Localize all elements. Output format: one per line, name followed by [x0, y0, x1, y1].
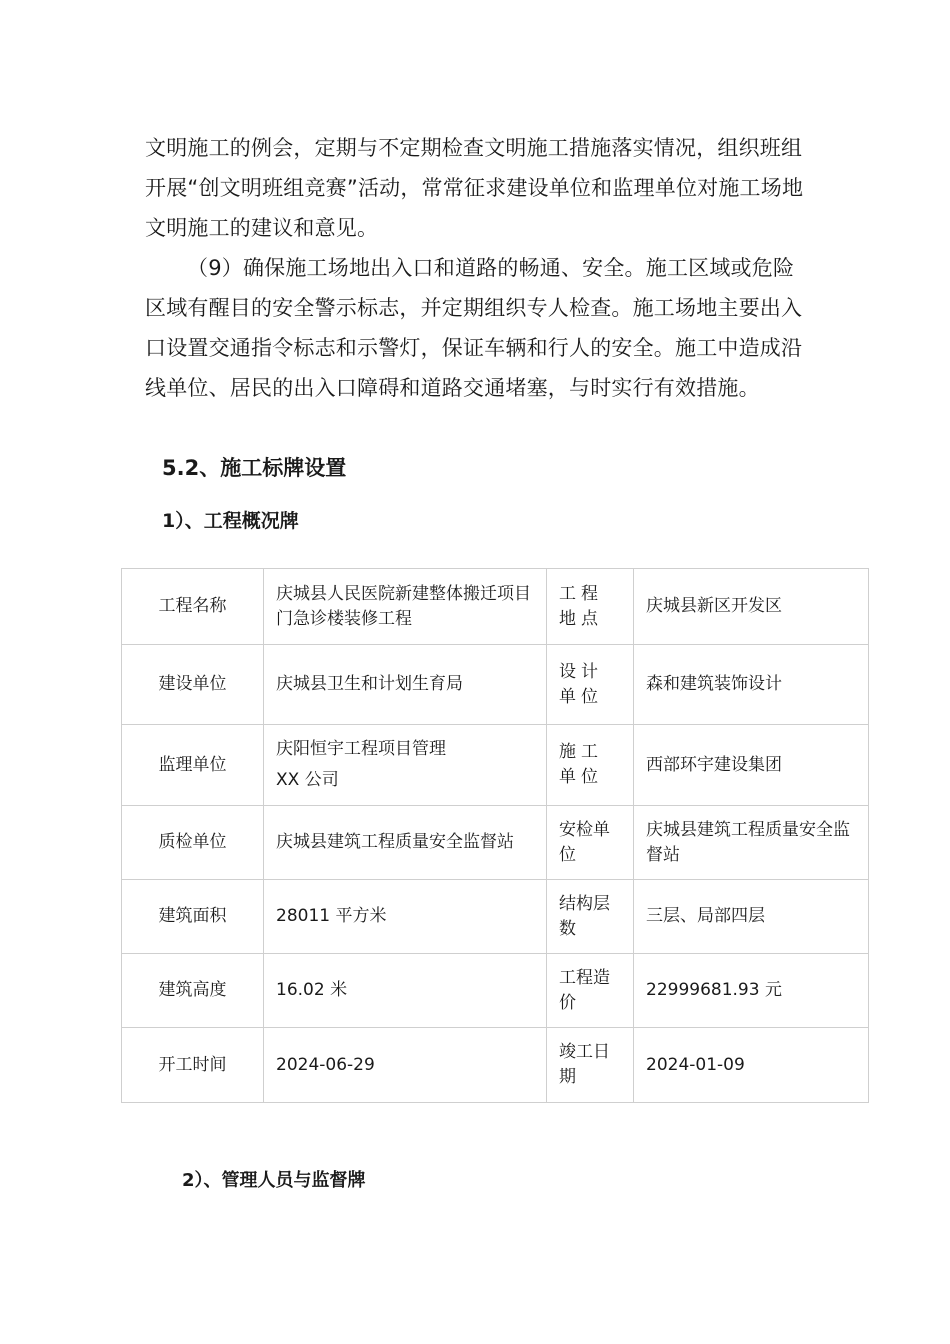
label-designer: 设计单位 [547, 645, 634, 725]
section-heading: 5.2、施工标牌设置 [162, 456, 347, 480]
label-structure-floors: 结构层数 [547, 880, 634, 954]
subheading-project-overview: 1）、工程概况牌 [162, 510, 299, 532]
value-structure-floors: 三层、局部四层 [634, 880, 869, 954]
label-quality-unit: 质检单位 [122, 806, 264, 880]
value-start-date: 2024-06-29 [264, 1028, 547, 1103]
label-project-cost: 工程造价 [547, 954, 634, 1028]
value-completion-date: 2024-01-09 [634, 1028, 869, 1103]
value-supervisor-line2: XX 公司 [276, 770, 339, 790]
label-start-date: 开工时间 [122, 1028, 264, 1103]
value-owner: 庆城县卫生和计划生育局 [264, 645, 547, 725]
label-completion-date: 竣工日期 [547, 1028, 634, 1103]
paragraph-civilized-construction: 文明施工的例会，定期与不定期检查文明施工措施落实情况，组织班组开展“创文明班组竞赛”活动，常常征求建设单位和监理单位对施工场地文明施工的建议和意见。 [145, 136, 804, 240]
label-project-name: 工程名称 [122, 569, 264, 645]
label-contractor: 施工单位 [547, 725, 634, 806]
label-project-location: 工程地点 [547, 569, 634, 645]
label-safety-unit: 安检单位 [547, 806, 634, 880]
label-building-height: 建筑高度 [122, 954, 264, 1028]
table-row [122, 806, 869, 880]
value-supervisor-line1: 庆阳恒宇工程项目管理 [276, 739, 446, 759]
value-project-name: 庆城县人民医院新建整体搬迁项目门急诊楼装修工程 [264, 569, 547, 645]
label-floor-area: 建筑面积 [122, 880, 264, 954]
table-row [122, 569, 869, 645]
value-project-location: 庆城县新区开发区 [634, 569, 869, 645]
table-row [122, 645, 869, 725]
value-supervisor [264, 725, 547, 806]
label-owner: 建设单位 [122, 645, 264, 725]
table-row [122, 954, 869, 1028]
paragraph-site-safety: （9）确保施工场地出入口和道路的畅通、安全。施工区域或危险区域有醒目的安全警示标志，并定期组织专人检查。施工场地主要出入口设置交通指令标志和示警灯，保证车辆和行人的安全。施工中造成沿线单位、居民的出入口障碍和道路交通堵塞，与时实行有效措施。 [145, 256, 803, 400]
subheading-management-board: 2）、管理人员与监督牌 [182, 1170, 366, 1191]
value-contractor: 西部环宇建设集团 [634, 725, 869, 806]
value-building-height: 16.02 米 [264, 954, 547, 1028]
value-floor-area: 28011 平方米 [264, 880, 547, 954]
value-project-cost: 22999681.93 元 [634, 954, 869, 1028]
table-row [122, 880, 869, 954]
value-safety-unit: 庆城县建筑工程质量安全监督站 [634, 806, 869, 880]
project-overview-table [121, 568, 869, 1103]
table-row [122, 725, 869, 806]
table-row [122, 1028, 869, 1103]
value-designer: 森和建筑装饰设计 [634, 645, 869, 725]
label-supervisor: 监理单位 [122, 725, 264, 806]
value-quality-unit: 庆城县建筑工程质量安全监督站 [264, 806, 547, 880]
